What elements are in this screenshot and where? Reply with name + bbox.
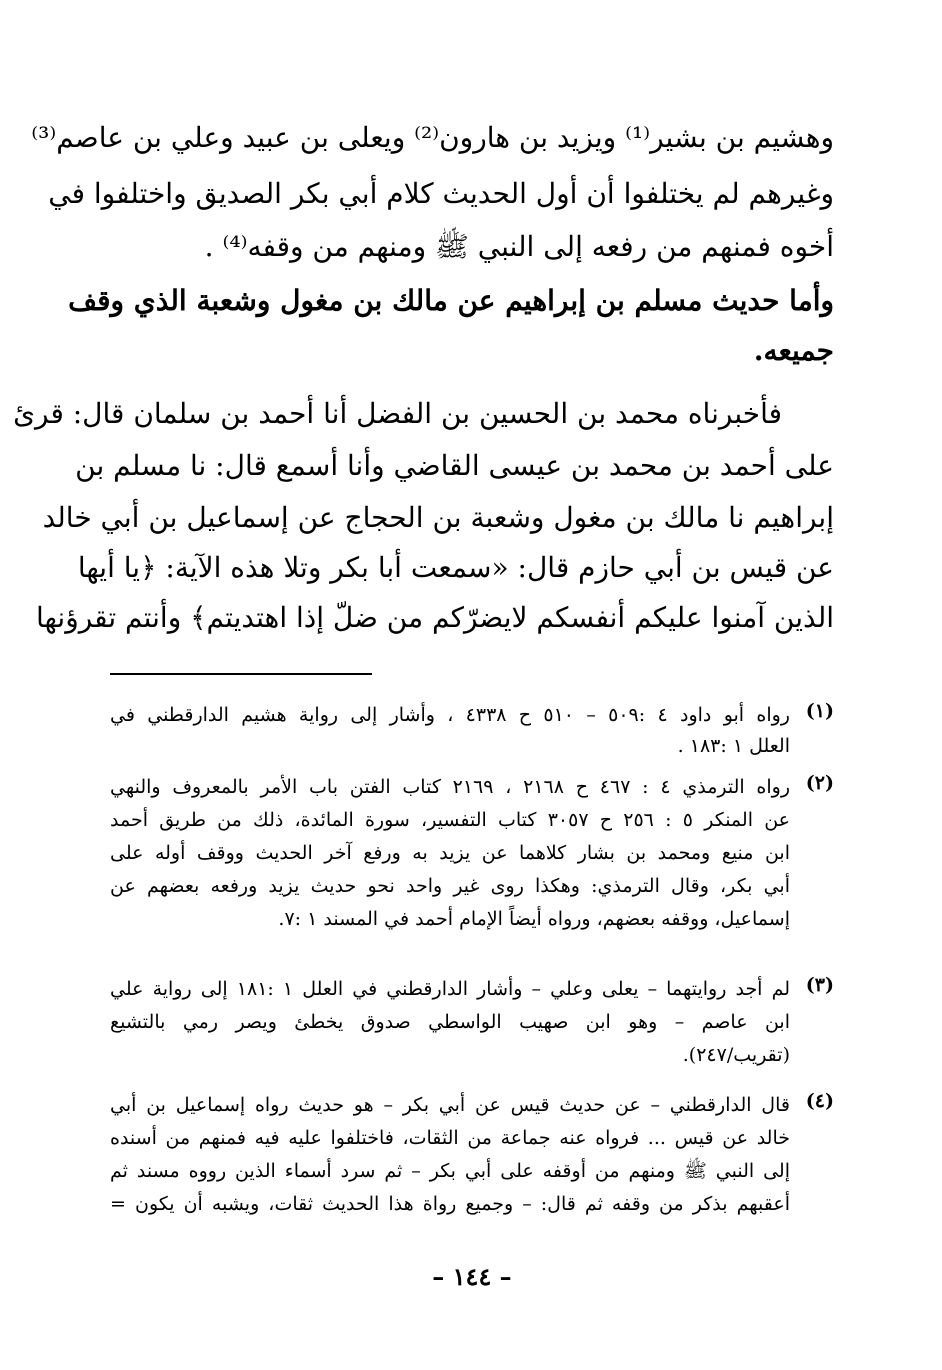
footnote-1-number: (١) — [805, 700, 834, 722]
section-heading-line-2: جميعه. — [753, 334, 834, 367]
footnote-2-line-2: عن المنكر ٥ : ٢٥٦ ح ٣٠٥٧ كتاب التفسير، سورة المائدة، ذلك من طريق أحمد — [110, 809, 791, 831]
footnote-2-line-4: أبي بكر، وقال الترمذي: وهكذا روى غير واحد نحو حديث يزيد ورفعه بعضهم عن — [110, 875, 790, 897]
footnote-2-line-3: ابن منيع ومحمد بن بشار كلاهما عن يزيد به ورفع آخر الحديث ووقف أوله على — [110, 842, 790, 864]
footnote-3-line-1: لم أجد روايتهما – يعلى وعلي – وأشار الدارقطني في العلل ١ :١٨١ إلى رواية علي — [110, 978, 790, 1000]
footnote-2-number: (٢) — [805, 772, 834, 794]
body-text-line-2: وغيرهم لم يختلفوا أن أول الحديث كلام أبي بكر الصديق واختلفوا في — [48, 177, 834, 210]
paragraph-line-4: عن قيس بن أبي حازم قال: «سمعت أبا بكر وتلا هذه الآية: ﴿يا أيها — [77, 551, 834, 584]
footnote-2-line-5: إسماعيل، ووقفه بعضهم، ورواه أيضاً الإمام أحمد في المسند ١ :٧. — [278, 908, 790, 930]
paragraph-line-5: الذين آمنوا عليكم أنفسكم لايضرّكم من ضلّ إذا اهتديتم﴾ وأنتم تقرؤنها — [35, 601, 834, 634]
paragraph-line-3: إبراهيم نا مالك بن مغول وشعبة بن الحجاج عن إسماعيل بن أبي خالد — [42, 501, 834, 534]
footnote-4-line-1: قال الدارقطني – عن حديث قيس عن أبي بكر – هو حديث رواه إسماعيل بن أبي — [110, 1094, 790, 1116]
page-number: – ١٤٤ – — [432, 1262, 512, 1291]
footnote-4-line-2: خالد عن قيس ... فرواه عنه جماعة من الثقات، فاختلفوا عليه فيه فمنهم من أسنده — [110, 1127, 790, 1149]
footnote-3-line-3: (تقريب/٢٤٧). — [682, 1044, 790, 1066]
footnote-1-line-1: رواه أبو داود ٤ :٥٠٩ – ٥١٠ ح ٤٣٣٨ ، وأشار إلى رواية هشيم الدارقطني في — [110, 704, 790, 726]
footnote-3-number: (٣) — [805, 974, 834, 996]
footnote-4-line-4: أعقبهم بذكر من وقفه ثم قال: – وجميع رواة هذا الحديث ثقات، ويشبه أن يكون = — [110, 1193, 790, 1215]
footnote-separator — [110, 673, 372, 675]
footnote-2-line-1: رواه الترمذي ٤ : ٤٦٧ ح ٢١٦٨ ، ٢١٦٩ كتاب الفتن باب الأمر بالمعروف والنهي — [110, 776, 791, 798]
book-page — [13, 0, 834, 1370]
footnote-1-line-2: العلل ١ :١٨٣ . — [677, 735, 790, 757]
body-text-line-1: وهشيم بن بشير⁽¹⁾ ويزيد بن هارون⁽²⁾ ويعلى بن عبيد وعلي بن عاصم⁽³⁾ — [31, 121, 834, 154]
footnote-4-number: (٤) — [805, 1090, 834, 1112]
body-text-line-3: أخوه فمنهم من رفعه إلى النبي ﷺ ومنهم من وقفه⁽⁴⁾ . — [204, 230, 834, 263]
section-heading-line-1: وأما حديث مسلم بن إبراهيم عن مالك بن مغول وشعبة الذي وقف — [68, 284, 834, 317]
paragraph-line-2: على أحمد بن محمد بن عيسى القاضي وأنا أسمع قال: نا مسلم بن — [75, 449, 834, 482]
footnote-3-line-2: ابن عاصم – وهو ابن صهيب الواسطي صدوق يخطئ ويصر رمي بالتشيع — [110, 1011, 790, 1033]
footnote-4-line-3: إلى النبي ﷺ ومنهم من أوقفه على أبي بكر – ثم سرد أسماء الذين رووه مسند ثم — [110, 1160, 790, 1182]
paragraph-line-1: فأخبرناه محمد بن الحسين بن الفضل أنا أحمد بن سلمان قال: قرئ — [13, 397, 782, 430]
